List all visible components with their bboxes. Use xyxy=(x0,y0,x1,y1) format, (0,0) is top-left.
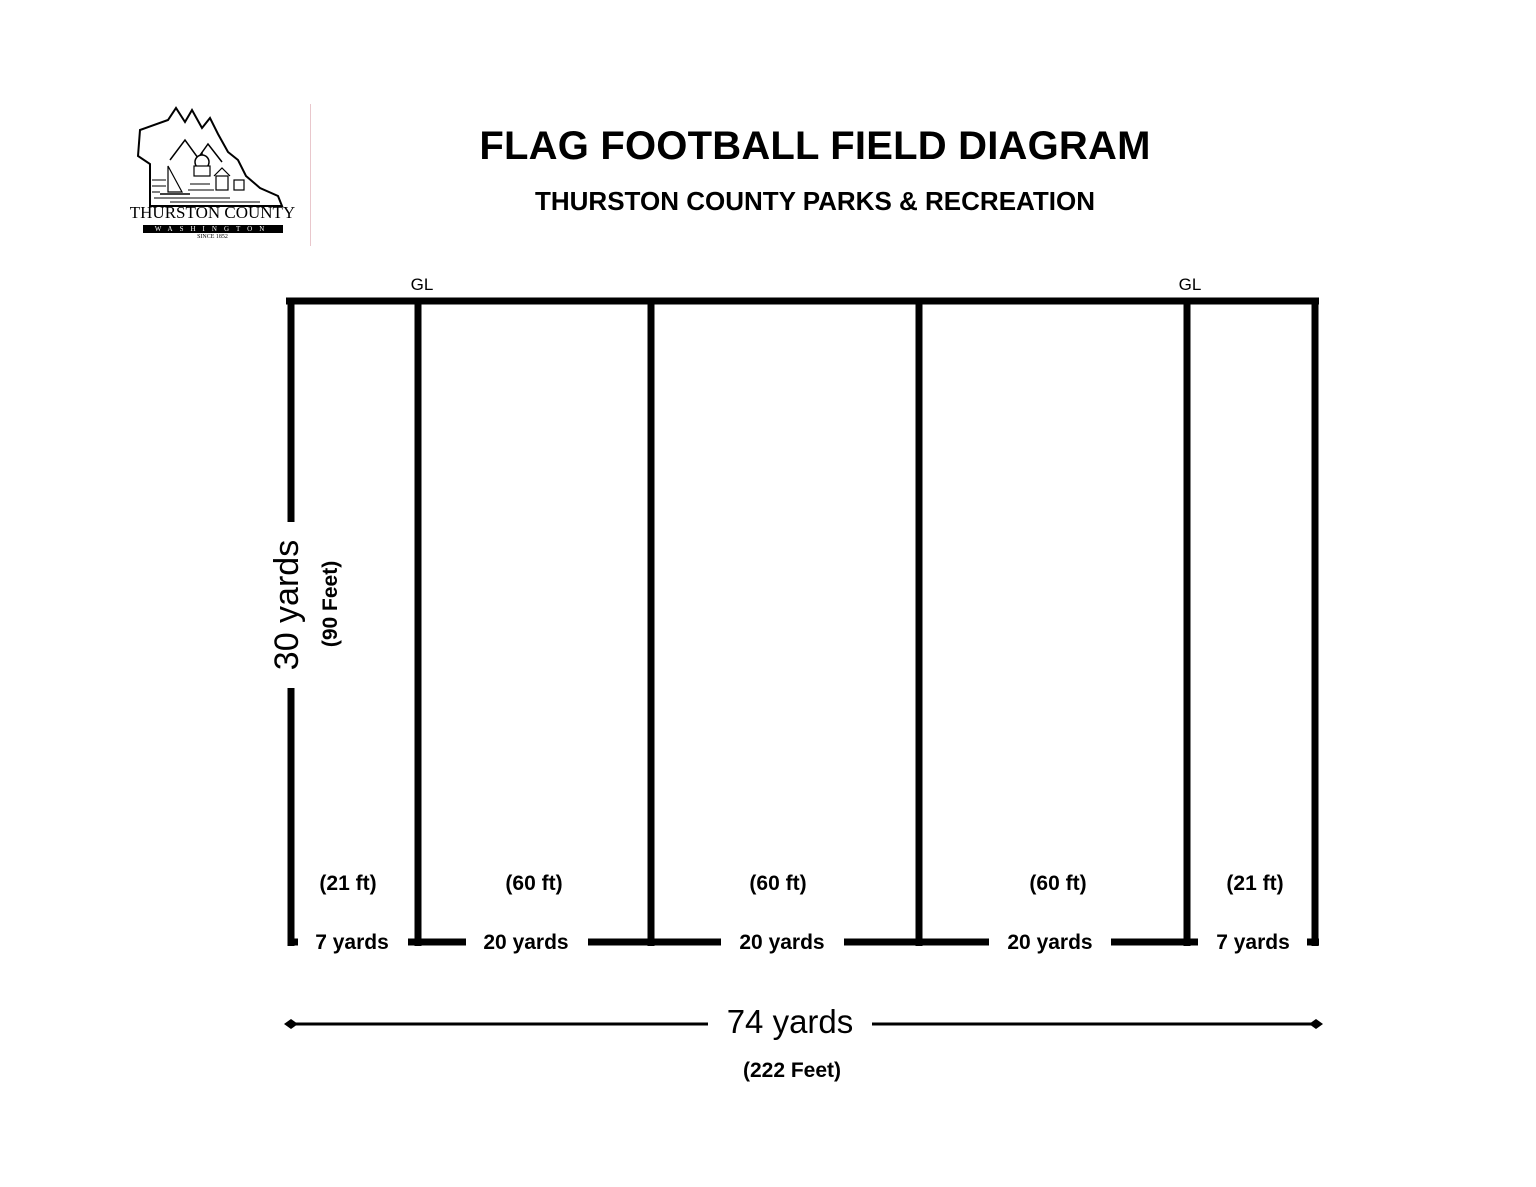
field-length-feet-label: (222 Feet) xyxy=(742,1059,842,1082)
zone-1-yards-label: 7 yards xyxy=(315,931,389,954)
field-width-feet-label: (90 Feet) xyxy=(319,560,342,648)
zone-3-yards-label: 20 yards xyxy=(739,931,825,954)
zone-4-feet-label: (60 ft) xyxy=(1029,872,1087,895)
logo-since: SINCE 1852 xyxy=(197,234,228,240)
zone-2-yards-label: 20 yards xyxy=(483,931,569,954)
field-width-label: 30 yards xyxy=(268,539,306,671)
length-arrow-right-icon xyxy=(1309,1019,1323,1029)
goal-line-label-right: GL xyxy=(1178,275,1202,294)
length-arrow-left-icon xyxy=(284,1019,298,1029)
zone-1-feet-label: (21 ft) xyxy=(319,872,377,895)
page-subtitle: THURSTON COUNTY PARKS & RECREATION xyxy=(535,186,1095,216)
logo-name: THURSTON COUNTY xyxy=(129,203,296,222)
page-title: FLAG FOOTBALL FIELD DIAGRAM xyxy=(479,124,1151,168)
zone-5-feet-label: (21 ft) xyxy=(1226,872,1284,895)
logo-state: WASHINGTON xyxy=(154,225,272,233)
zone-2-feet-label: (60 ft) xyxy=(505,872,563,895)
zone-4-yards-label: 20 yards xyxy=(1007,931,1093,954)
zone-5-yards-label: 7 yards xyxy=(1216,931,1290,954)
field-length-label: 74 yards xyxy=(726,1003,854,1040)
goal-line-label-left: GL xyxy=(410,275,434,294)
zone-3-feet-label: (60 ft) xyxy=(749,872,807,895)
